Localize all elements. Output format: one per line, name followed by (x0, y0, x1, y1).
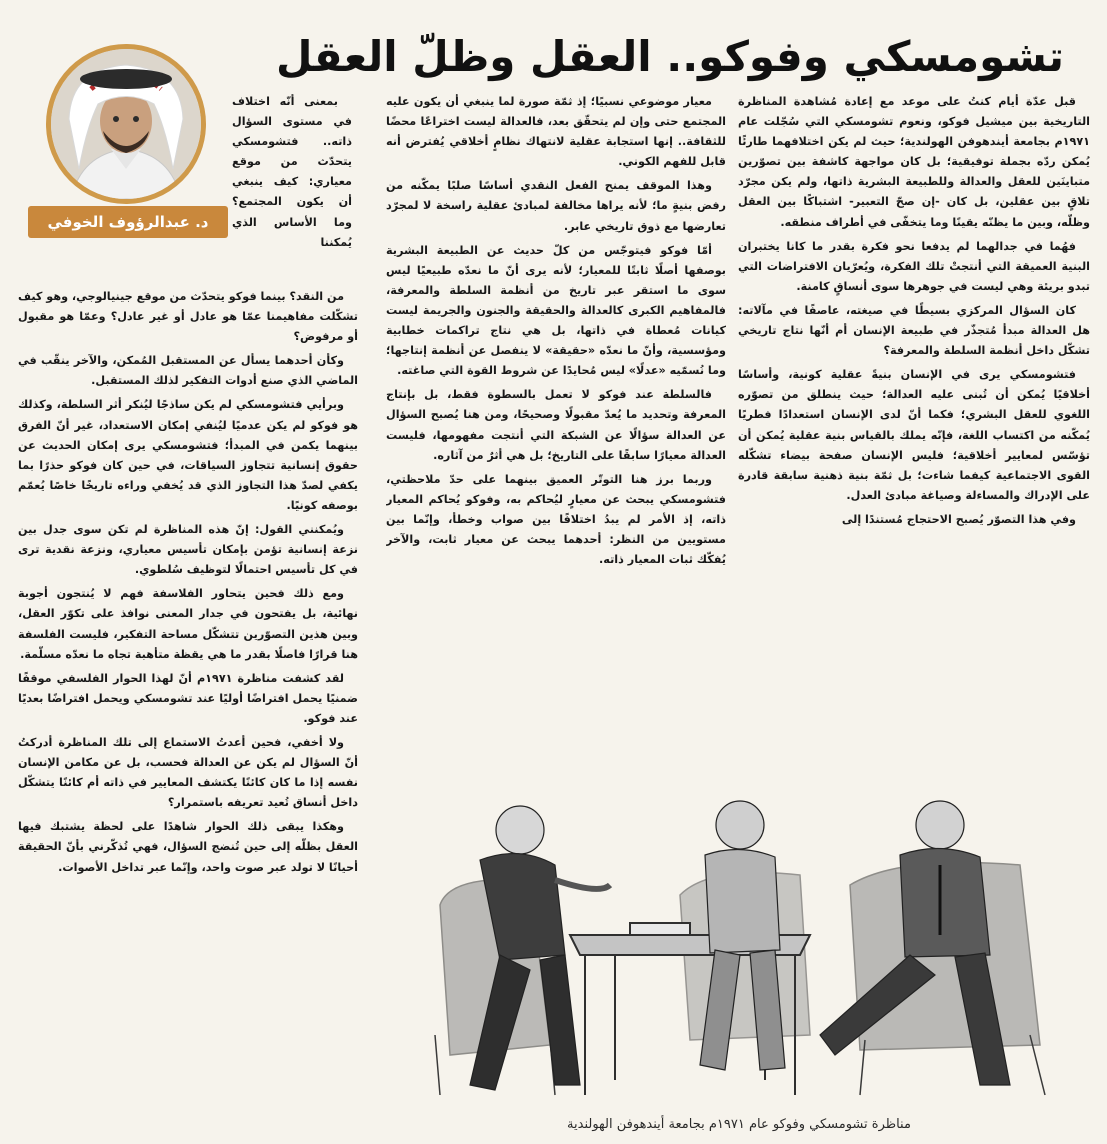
paragraph: قبل عدّة أيام كنتُ على موعد مع إعادة مُشاهدة المناظرة التاريخية بين ميشيل فوكو، ونعوم تشومسكي التي سُجّلت عام ١٩٧١م بجامعة أيندهوفن الهولندية؛ حيث لم يكن اختلافهما طارئًا يُمكن ردّه بجملة توفيقية؛ بل كان مواجهة كاشفة بين تصوّرين متباينَين للعقل والعدالة وللطبيعة البشرية ذاتها، ولم يكن مجرّد تلاقٍ بين عقلين، بل كان -إن صحّ التعبير- اشتباكًا بين العقل وظلّه، وبين ما يظنّه يقينًا وما يتخفّى في أطراف منطقه. (738, 95, 1090, 229)
paragraph: ومع ذلك فحين يتحاور الفلاسفة فهم لا يُنتجون أجوبة نهائية، بل يفتحون في جدار المعنى نوافذ على تكوّر العقل، وبين هذين التصوّرين تتشكّل مساحة التفكير، فليست الفلسفة هنا قرارًا فاصلًا بقدر ما هي يقظة متأهبة تجاه ما نعدّه مسلّمة. (18, 587, 358, 661)
paragraph: فهُما في جدالهما لم يدفعا نحو فكرة بقدر ما كانا يختبران البنية العميقة التي أنتجتْ تلك الفكرة، ويُعرّيان الافتراضات التي تبدو بريئة وهي ليست في جوهرها سوى أنساقٍ كامنة. (738, 239, 1090, 293)
author-avatar (46, 44, 206, 204)
paragraph: وكأن أحدهما يسأل عن المستقبل المُمكن، والآخر ينقّب في الماضي الذي صنع أدوات التفكير لذلك المستقبل. (18, 354, 358, 388)
paragraph: أمّا فوكو فيتوجّس من كلّ حديث عن الطبيعة البشرية بوصفها أصلًا ثابتًا للمعيار؛ لأنه يرى أنّ ما نعدّه طبيعيًا ليس سوى ما استقر عبر تاريخ من أنظمة السلطة والمعرفة، فالمفاهيم الكبرى كالعدالة والحقيقة والجنون والجريمة ليست كيانات مُعطاة في ذاتها، بل هي نتاج تراكمات خطابية ومؤسسية، وأنّ ما نعدّه «حقيقة» لا ينفصل عن أنظمة إنتاجها؛ وما نُسمّيه «عدلًا» ليس مُحايدًا عن شروط القوة التي صاغته. (386, 243, 726, 378)
author-portrait-icon (51, 49, 201, 199)
paragraph: وفي هذا التصوّر يُصبح الاحتجاج مُستندًا إلى (841, 512, 1076, 526)
article-column-3 (18, 287, 358, 1117)
paragraph: كان السؤال المركزي بسيطًا في صيغته، عاصفًا في مآلاته: هل العدالة مبدأ مُتجذّر في طبيعة الإنسان أم أنّها نتاج تاريخي تشكّل داخل أنظمة السلطة والمعرفة؟ (738, 303, 1090, 358)
paragraph: ولا أخفي، فحين أعدتُ الاستماع إلى تلك المناظرة أدركتُ أنّ السؤال لم يكن عن العدالة فحسب، بل عن مكامن الإنسان نفسه إذا ما كان كائنًا يكتشف المعايير في ذاته أم كائنًا يتشكّل داخل أنساق تُعيد تعريفه باستمرار؟ (18, 735, 358, 810)
article-column-1 (738, 92, 1090, 782)
author-box (18, 40, 228, 240)
debate-illustration (380, 785, 1098, 1115)
article-headline: تشومسكي وفوكو.. العقل وظلّ العقل (276, 32, 1064, 81)
paragraph: وهذا الموقف يمنح الفعل النقدي أساسًا صلبًا يمكّنه من رفض بنيةٍ ما؛ لأنه يراها مخالفة لمبادئ عقلية راسخة لا لمجرّد تعارضها مع ذوق تاريخي عابر. (386, 179, 726, 233)
paragraph: وربما برز هنا التوتّر العميق بينهما على حدّ ملاحظتي، فتشومسكي يبحث عن معيارٍ ليُحاكم به، وفوكو يُحاكم المعيار ذاته، إذ الأمر لم يبدُ اختلافًا بين صواب وخطأ، وإنّما بين مستويين من النظر: أحدهما يبحث عن معيار ثابت، والآخر يُفكّك ثبات المعيار ذاته. (386, 472, 726, 567)
article-column-2 (386, 92, 726, 782)
paragraph: فتشومسكي يرى في الإنسان بنيةً عقلية كونية، وأساسًا أخلاقيًا يُمكن أن تُبنى عليه العدالة؛ حيث ينطلق من تصوّره اللغوي للعقل البشري؛ فكما أنّ لدى الإنسان استعدادًا فطريًا يُمكّنه من اكتساب اللغة، فإنّه يملك بالقياس بنية عقلية يُمكن أن تؤسّس لمعايير أخلاقية؛ فليس الإنسان صفحة بيضاء تشكّله القوى الاجتماعية كيفما شاءت؛ بل ثمّة بنية ذهنية سابقة قادرة على الإدراك والمساءلة وصياغة مبادئ العدل. (738, 368, 1090, 502)
paragraph: ويُمكنني القول: إنّ هذه المناظرة لم تكن سوى جدل بين نزعة إنسانية تؤمن بإمكان تأسيس معياري، ونزعة نقدية ترى في كل تأسيس احتمالًا لتوظيف سُلطوي. (18, 523, 358, 577)
paragraph: بمعنى أنّه اختلاف في مستوى السؤال ذاته.. فتشومسكي يتحدّث من موقع معياري: كيف ينبغي أن يكون المجتمع؟ وما الأساس الذي يُمكننا (232, 95, 352, 249)
paragraph: معيار موضوعي نسبيًا؛ إذ ثمّة صورة لما ينبغي أن يكون عليه المجتمع حتى وإن لم يتحقّق بعد، فالعدالة ليست اختراعًا محضًا للثقافة.. إنها استجابة عقلية لانتهاك نظامٍ أخلاقي يُفترض أنه قابل للفهم الكوني. (386, 95, 726, 169)
paragraph: من النقد؟ بينما فوكو يتحدّث من موقع جينيالوجي، وهو كيف تشكّلت مفاهيمنا عمّا هو عادل أو غير عادل؟ وعمّا هو مقبول أو مرفوض؟ (18, 290, 358, 344)
article-column-3-top (232, 92, 352, 287)
author-name: د. عبدالرؤوف الخوفي (28, 206, 228, 238)
paragraph: وبرأيي فتشومسكي لم يكن ساذجًا ليُنكر أثر السلطة، وكذلك هو فوكو لم يكن عدميًا ليُنفي إمكان الاستعداد، غير أنّ الفرق بينهما يكمن في المبدأ؛ فتشومسكي يرى إمكان الحديث عن حقوق إنسانية تتجاوز السياقات، في حين كان فوكو حذرًا بما يكفي لصدّ هذا التجاوز الذي قد يُخفي وراءه تاريخًا خاصًا يُعمّم بوصفه كونيًا. (18, 398, 358, 512)
paragraph: وهكذا يبقى ذلك الحوار شاهدًا على لحظة يشتبك فيها العقل بظلّه إلى حين تُنضج السؤال، فهي تُذكّرني بأنّ الحقيقة أحيانًا لا تولد عبر صوت واحد، وإنّما عبر تداخل الأصوات. (18, 820, 358, 874)
paragraph: فالسلطة عند فوكو لا تعمل بالسطوة فقط، بل بإنتاج المعرفة وتحديد ما يُعدّ مقبولًا وصحيحًا، ومن هنا يُصبح السؤال عن العدالة سؤالًا عن الشبكة التي أنتجت مفهومها، فليست العدالة معيارًا سابقًا على التاريخ؛ بل هي أثرٌ من آثاره. (386, 388, 726, 462)
paragraph: لقد كشفت مناظرة ١٩٧١م أنّ لهذا الحوار الفلسفي موقفًا ضمنيًا يحمل افتراضًا أوليًا عند تشومسكي ويحمل افتراضًا بعديًا عند فوكو. (18, 671, 358, 725)
figure-caption: مناظرة تشومسكي وفوكو عام ١٩٧١م بجامعة أيندهوفن الهولندية (567, 1117, 911, 1132)
